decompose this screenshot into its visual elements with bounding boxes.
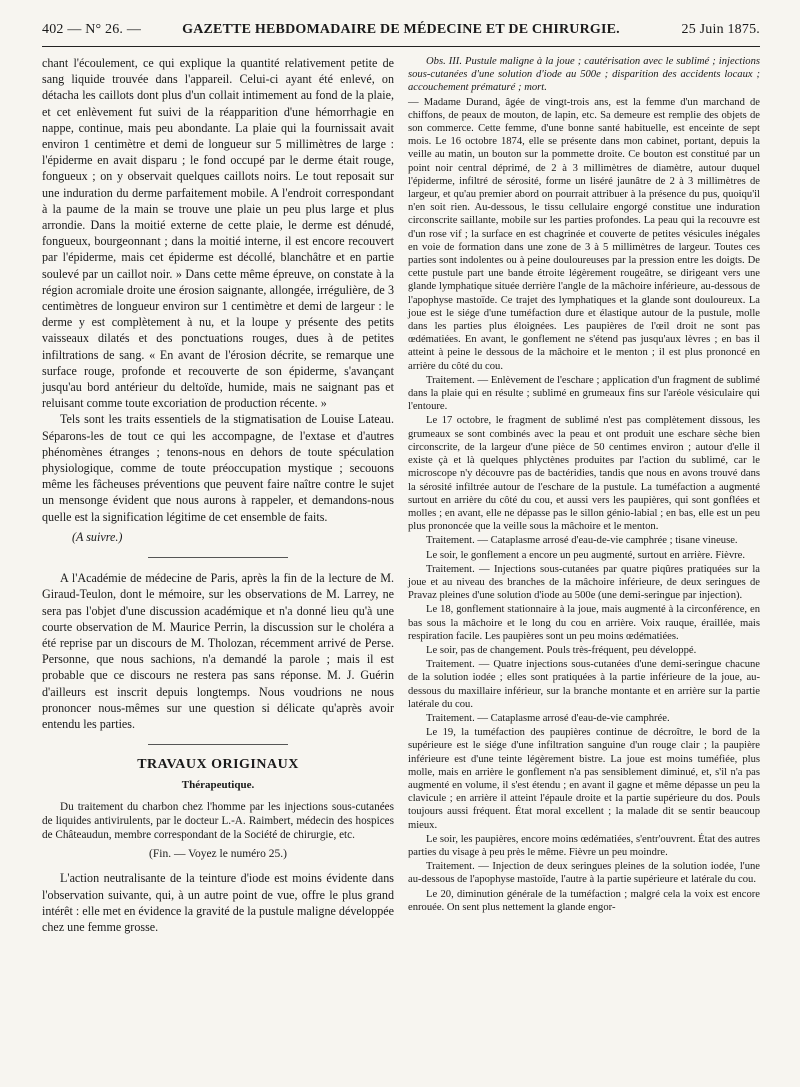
left-column xyxy=(42,55,394,935)
paragraph: A l'Académie de médecine de Paris, après la fin de la lecture de M. Giraud-Teulon, dont le mémoire, sur les observations de M. Larrey, ne sera pas l'objet d'une discussion académique et n'a donné lieu qu'à une courte observation de M. Maurice Perrin, la discussion sur le choléra a été reprise par un discours de M. Tholozan, récemment arrivé de Perse. Personne, que nous sachions, n'a demandé la parole ; mais il est probable que ce discours ne restera pas sans réponse. M. J. Guérin d'ailleurs est inscrit depuis longtemps. Nous voudrions ne nous prononcer nous-mêmes sur une question si délicate qu'après avoir entendu les parties. xyxy=(42,571,394,731)
paragraph: Le 20, diminution générale de la tuméfaction ; malgré cela la voix est encore enrouée. On sent plus nettement la glande engor- xyxy=(408,888,760,913)
paragraph: — Madame Durand, âgée de vingt-trois ans, est la femme d'un marchand de chiffons, de peaux de mouton, de lapin, etc. Sa demeure est remplie des objets de son commerce. Cette femme, d'une bonne santé habituelle, est enceinte de sept mois. Le 16 octobre 1874, elle se présente dans mon cabinet, portant, depuis la veille au matin, un bouton sur la pommette droite. Ce bouton est constitué par un point noir central déprimé, de 2 à 3 millimètres de diamètre, autour duquel l'épiderme, infiltré de sérosité, forme un liséré jaunâtre de 2 à 3 millimètres de largeur, et qu'au premier abord on pourrait attribuer à la présence du pus, quoiqu'il n'en soit rien. Au-dessous, le tissu cellulaire engorgé constitue une induration circonscrite saillante, mobile sur les parties profondes. La peau qui la recouvre est d'un rose vif ; la surface en est chagrinée et couverte de petites vésicules inégales en voie de formation dans une zone de 3 à 5 millimètres de largeur. Toutes ces parties sont indolentes ou à peine douloureuses par la pression entre les doigts. De cette pustule part une bande étroite légèrement rougeâtre, se dirigeant vers une glande lymphatique située derrière l'angle de la mâchoire inférieure, au-dessous de l'apophyse mastoïde. Ce trajet des lymphatiques et la glande sont douloureux. La joue est le siége d'une tuméfaction dure et élastique autour de la pustule, molle dans les parties plus éloignées. Les paupières de l'œil droit ne sont pas œdématiées. En avant, le gonflement ne s'étend pas jusqu'aux lèvres ; en bas il atteint à peine le dessous de la mâchoire et le menton ; il est plus prononcé en arrière du côté du cou. xyxy=(408,96,760,372)
paragraph: Traitement. — Cataplasme arrosé d'eau-de-vie camphrée. xyxy=(426,712,670,724)
paragraph: Traitement. — Cataplasme arrosé d'eau-de-vie camphrée ; tisane vineuse. xyxy=(426,535,738,547)
paragraph: Traitement. — Injection de deux seringues pleines de la solution iodée, l'une au-dessous de l'apophyse mastoïde, l'autre à la partie supérieure et latérale du cou. xyxy=(408,861,760,886)
section-divider xyxy=(148,557,288,558)
paragraph: Le soir, pas de changement. Pouls très-fréquent, peu développé. xyxy=(426,644,697,656)
paragraph: Le 19, la tuméfaction des paupières continue de décroître, le bord de la supérieure est le siége d'une infiltration sanguine d'un rouge clair ; la paupière inférieure est d'une teinte légèrement bistre. La joue est moins tuméfiée, plus molle, mais en arrière le gonflement n'a pas sensiblement diminué, et, s'il n'a pas augmenté en volume, il s'est étendu ; en avant il gagne et même dépasse un peu la clavicule ; en arrière il atteint l'épaule droite et la partie supérieure du dos. Pouls toujours aussi fréquent. État moral excellent ; la malade dit se sentir beaucoup mieux. xyxy=(408,727,760,831)
paragraph: Traitement. — Injections sous-cutanées par quatre piqûres pratiquées sur la joue et au niveau des branches de la mâchoire inférieure, de deux seringues de Pravaz pleines d'une solution d'iode au 500e (une demi-seringue par injection). xyxy=(408,563,760,602)
paragraph: Traitement. — Quatre injections sous-cutanées d'une demi-seringue chacune de la solution iodée ; elles sont pratiquées à la partie inférieure de la joue, au-dessous du maxillaire inférieur, sur la branche montante et en arrière sur la partie latérale du cou. xyxy=(408,659,760,710)
to-be-continued: (A suivre.) xyxy=(72,529,123,544)
sub-title: Thérapeutique. xyxy=(181,779,255,792)
paragraph: Le 17 octobre, le fragment de sublimé n'est pas complètement dissous, les grumeaux se sont combinés avec la peau et ont produit une eschare sèche bien circonscrite, de la largeur d'une pièce de 50 centimes environ ; autour d'elle il existe çà et là quelques phlyctènes produites par l'action du sublimé, car le microscope n'y découvre pas de bactéridies, tandis que nous en avons trouvé dans la sérosité infiltrée autour de l'eschare de la pustule. La tuméfaction a augmenté surtout en arrière du côté du cou, et aussi vers les paupières, qui sont gonflées et molles ; en avant, elle ne dépasse pas le sillon génio-labial ; en bas, elle est un peu plus prononcée que la veille sous la mâchoire et le menton. xyxy=(408,415,760,533)
paragraph: Le 18, gonflement stationnaire à la joue, mais augmenté à la circonférence, en bas sous la mâchoire et le long du cou en arrière. Voix rauque, éraillée, mais respiration facile. Les paupières sont un peu moins œdématiées. xyxy=(408,604,760,642)
paragraph: Traitement. — Enlèvement de l'eschare ; application d'un fragment de sublimé dans la plaie qui en résulte ; sublimé en grumeaux fins sur l'aréole vésiculaire qui l'entoure. xyxy=(408,374,760,413)
paragraph: Tels sont les traits essentiels de la stigmatisation de Louise Lateau. Séparons-les de tout ce qui les accompagne, de l'extase et d'autres phénomènes étranges ; tenons-nous en dehors de toute spéculation physiologique, comme de toute préoccupation mystique ; secouons même les fâcheuses préventions que peuvent faire naître contre le sujet un mensonge évident que nous aurons à rappeler, et demandons-nous quelle est la signification légitime de cet ensemble de faits. xyxy=(42,412,394,524)
paragraph: L'action neutralisante de la teinture d'iode est moins évidente dans l'observation suivante, qui, à un autre point de vue, offre le plus grand intérêt : elle met en évidence la gravité de la pustule maligne développée chez une femme grosse. xyxy=(42,871,394,934)
paragraph: Le soir, les paupières, encore moins œdématiées, s'entr'ouvrent. État des autres parties du visage à peu près le même. Fièvre un peu moindre. xyxy=(408,833,760,858)
continuation-note: (Fin. — Voyez le numéro 25.) xyxy=(149,848,287,861)
right-column xyxy=(408,55,760,935)
article-heading: Du traitement du charbon chez l'homme par les injections sous-cutanées de liquides antivirulents, par le docteur L.-A. Raimbert, médecin des hospices de Châteaudun, membre correspondant de la Société de chirurgie, etc. xyxy=(42,800,394,841)
section-title: TRAVAUX ORIGINAUX xyxy=(137,757,299,773)
page-number-issue: 402 — N° 26. — xyxy=(42,22,142,37)
observation-title: Obs. III. Pustule maligne à la joue ; cautérisation avec le sublimé ; injections sous-cutanées d'une solution d'iode au 500e ; disparition des accidents locaux ; accouchement prématuré ; mort. xyxy=(408,56,760,94)
header-rule xyxy=(42,46,760,47)
issue-date: 25 Juin 1875. xyxy=(681,22,760,37)
journal-title: GAZETTE HEBDOMADAIRE DE MÉDECINE ET DE CHIRURGIE. xyxy=(182,22,620,37)
paragraph: chant l'écoulement, ce qui explique la quantité relativement petite de sang liquide trouvée dans l'appareil. Celui-ci ayant été enlevé, on détacha les caillots dont plus d'un collait intimement au fond de la plaie, et cet enlèvement fut suivi de la réapparition d'une hémorrhagie en nappe, continue, mais peu abondante. La plaie qui la fournissait avait environ 1 centimètre et demi de longueur sur 5 millimètres de large : l'épiderme en avait disparu ; le fond occupé par le derme était rouge, fongueux ; on y observait quelques caillots noirs. Le tout reposait sur une induration du derme parfaitement mobile. A l'endroit correspondant à la paume de la main se trouve une plaie un peu plus large et plus arrondie. Dans la moitié externe de cette plaie, le derme est dénudé, fongueux, bourgeonnant ; dans la moitié interne, il est encore recouvert par l'épiderme, mais cet épiderme est décollé, blanchâtre et en partie soulevé par un caillot noir. » Dans cette même épreuve, on constate à la région acromiale droite une érosion saignante, allongée, irrégulière, de 3 centimètres de longueur environ sur 1 centimètre et demi de largeur : le derme y est complètement à nu, et la loupe y présente des petits vaisseaux dilatés et des ponctuations rouges, dues à de petites infiltrations de sang. « En avant de l'érosion décrite, se remarque une surface rouge, profonde et recouverte de son épiderme, s'avançant jusqu'au bord antérieur du deltoïde, humide, mais ne saignant pas et reluisant comme toute excoriation de production récente. » xyxy=(42,56,394,411)
section-divider xyxy=(148,744,288,745)
paragraph: Le soir, le gonflement a encore un peu augmenté, surtout en arrière. Fièvre. xyxy=(426,549,746,561)
page-header xyxy=(42,22,760,44)
